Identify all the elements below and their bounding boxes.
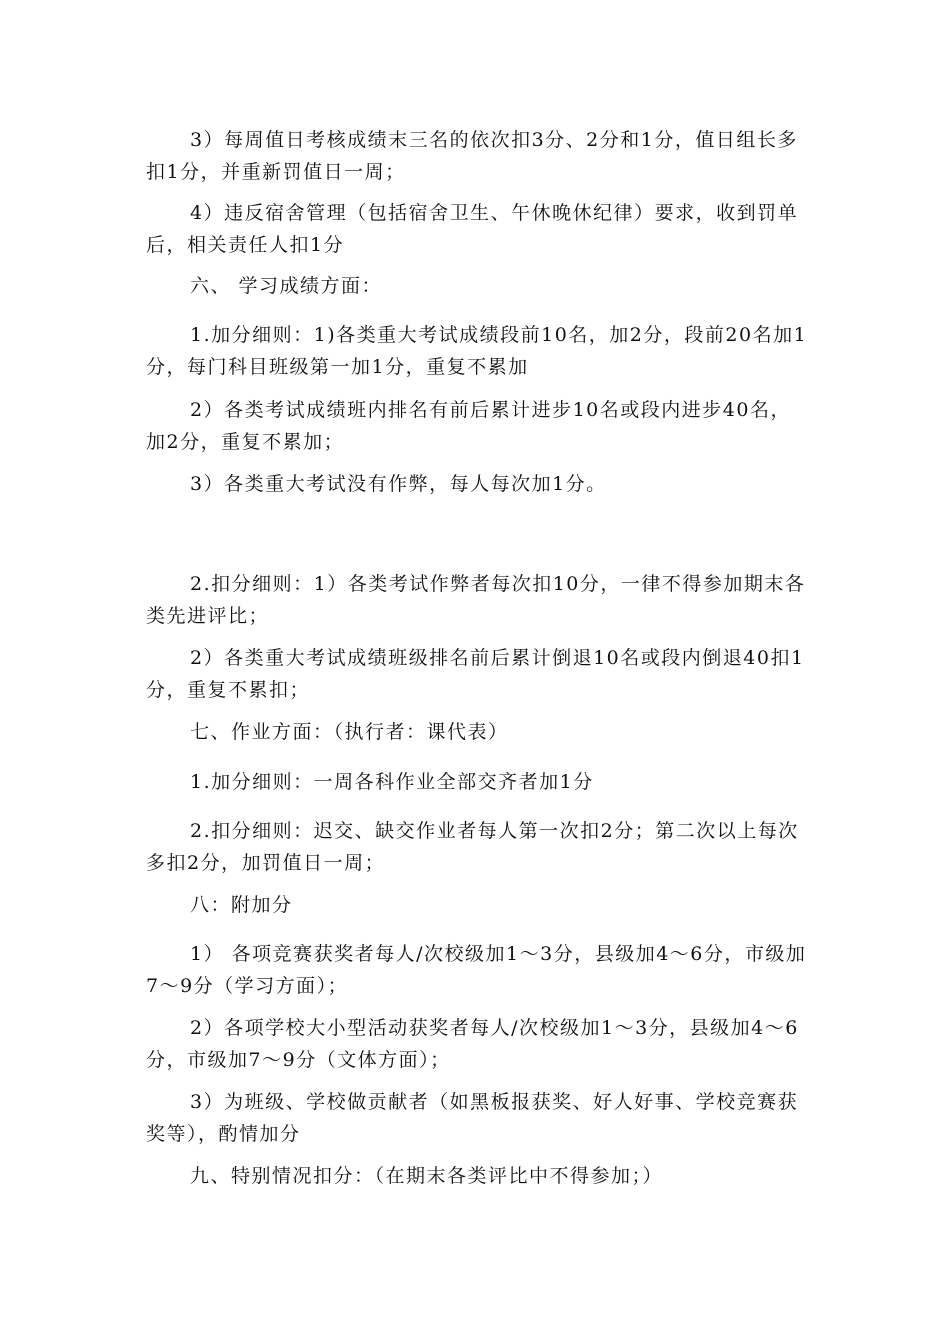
section-heading-homework: 七、作业方面：（执行者：课代表）: [190, 721, 509, 743]
paragraph-contribution: 3）为班级、学校做贡献者（如黑板报获奖、好人好事、学校竞赛获奖等），酌情加分: [146, 1091, 799, 1145]
paragraph-homework-bonus: 1.加分细则：一周各科作业全部交齐者加1分: [190, 771, 594, 793]
paragraph-study-bonus-1: 1.加分细则：1)各类重大考试成绩段前10名，加2分，段前20名加1分，每门科目班级第一加1分，重复不累加: [146, 324, 808, 378]
paragraph-study-bonus-2: 2）各类考试成绩班内排名有前后累计进步10名或段内进步40名，加2分，重复不累加；: [146, 399, 791, 453]
paragraph-duty-rank-deduction: 3）每周值日考核成绩末三名的依次扣3分、2分和1分，值日组长多扣1分，并重新罚值日一周；: [146, 129, 798, 183]
paragraph-activity-award: 2）各项学校大小型活动获奖者每人/次校级加1～3分，县级加4～6分，市级加7～9分（文体方面）；: [146, 1017, 799, 1071]
paragraph-homework-deduction: 2.扣分细则：迟交、缺交作业者每人第一次扣2分；第二次以上每次多扣2分，加罚值日一周；: [146, 820, 799, 874]
paragraph-study-bonus-3: 3）各类重大考试没有作弊，每人每次加1分。: [190, 473, 607, 495]
paragraph-study-deduction-1: 2.扣分细则：1）各类考试作弊者每次扣10分，一律不得参加期末各类先进评比；: [146, 573, 806, 627]
paragraph-study-deduction-2: 2）各类重大考试成绩班级排名前后累计倒退10名或段内倒退40扣1分，重复不累扣；: [146, 647, 805, 701]
section-heading-study: 六、 学习成绩方面：: [190, 275, 383, 297]
paragraph-dorm-violation: 4）违反宿舍管理（包括宿舍卫生、午休晚休纪律）要求，收到罚单后，相关责任人扣1分: [146, 202, 799, 256]
paragraph-competition-award: 1） 各项竞赛获奖者每人/次校级加1～3分，县级加4～6分，市级加7～9分（学习方面）；: [146, 943, 807, 997]
section-heading-extra-points: 八：附加分: [190, 894, 293, 916]
section-heading-special-deduction: 九、特别情况扣分：（在期末各类评比中不得参加；）: [190, 1165, 664, 1187]
